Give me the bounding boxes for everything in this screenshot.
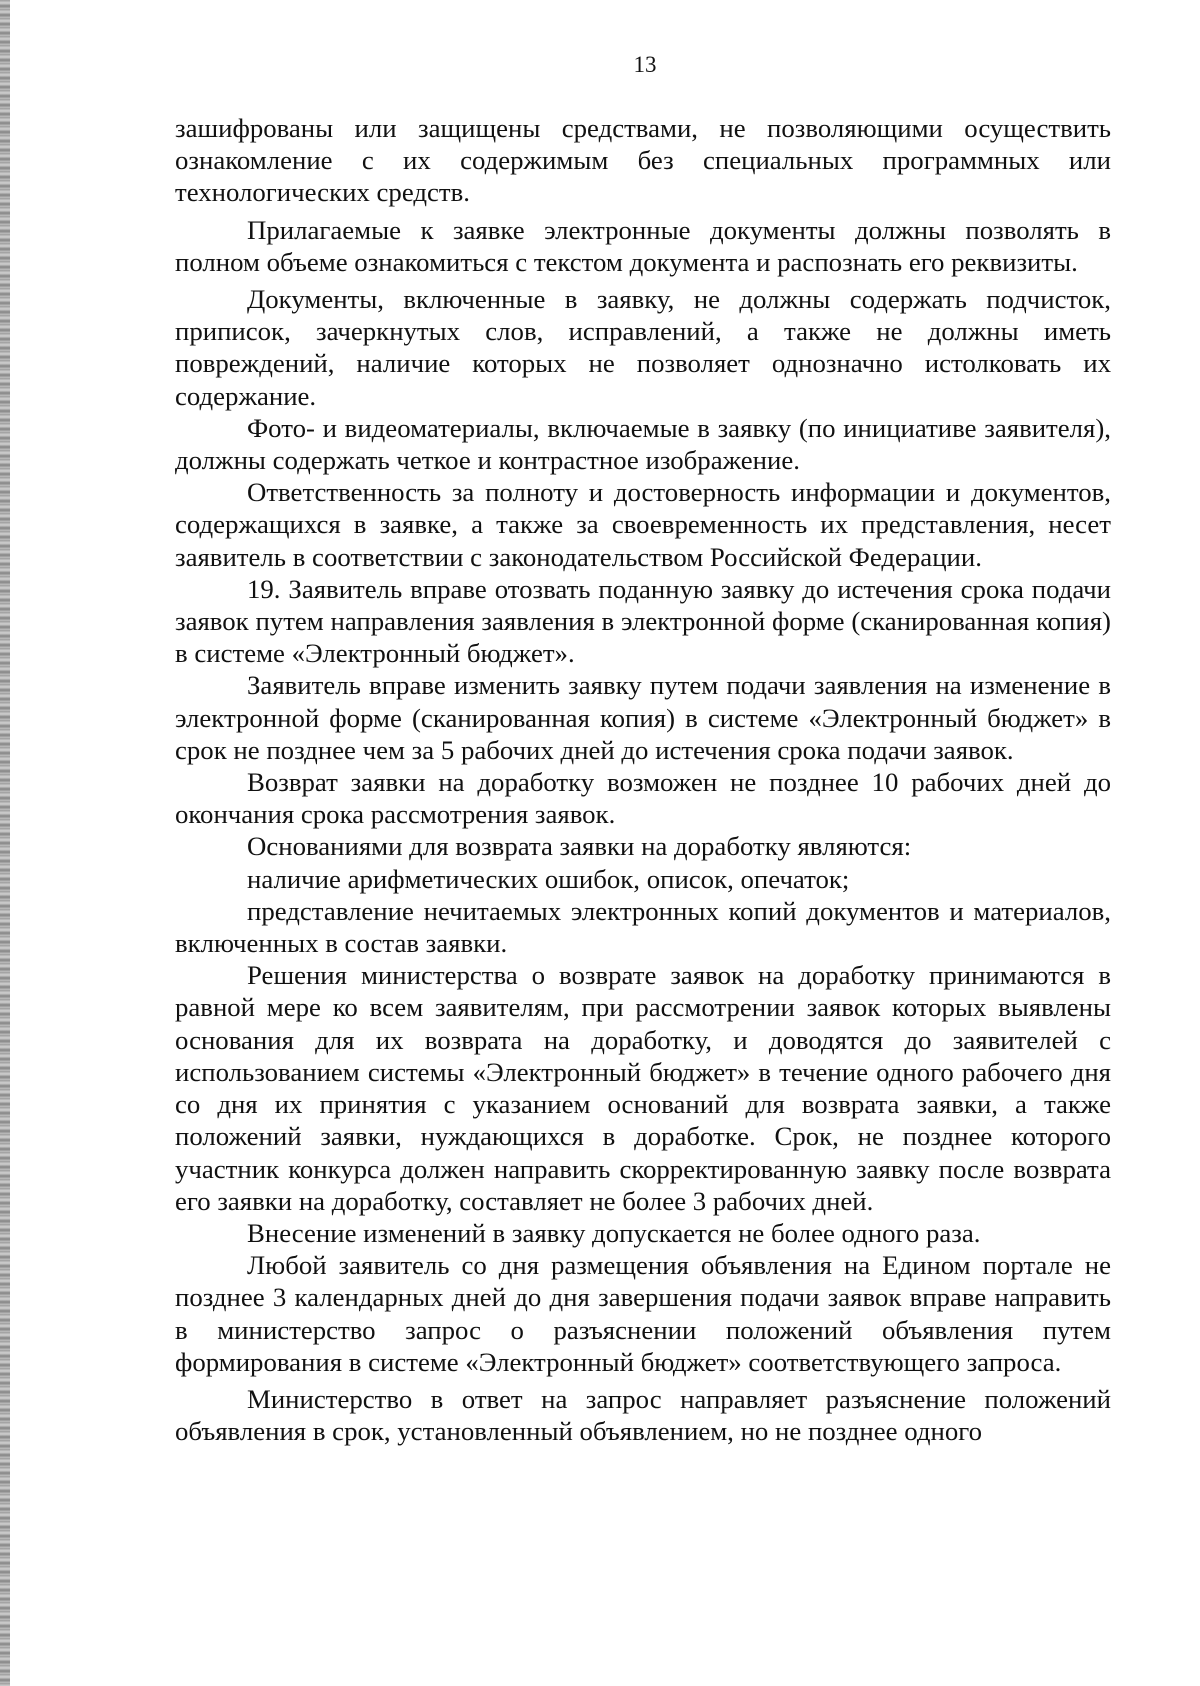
paragraph: Документы, включенные в заявку, не должны содержать подчисток, приписок, зачеркнутых слов, исправлений, а также не должны иметь повреждений, наличие которых не позволяет однозначно истолковать их содержание. xyxy=(175,284,1111,411)
paragraph: Основаниями для возврата заявки на доработку являются: xyxy=(247,831,912,862)
paragraph: Любой заявитель со дня размещения объявления на Едином портале не позднее 3 календарных дней до дня завершения подачи заявок вправе направить в министерство запрос о разъяснении положений объявления путем формирования в системе «Электронный бюджет» соответствующего запроса. xyxy=(175,1250,1111,1377)
paragraph: Ответственность за полноту и достоверность информации и документов, содержащихся в заявке, а также за своевременность их представления, несет заявитель в соответствии с законодательством Российской Федерации. xyxy=(175,477,1111,572)
paragraph: Фото- и видеоматериалы, включаемые в заявку (по инициативе заявителя), должны содержать четкое и контрастное изображение. xyxy=(175,412,1111,476)
paragraph: наличие арифметических ошибок, описок, опечаток; xyxy=(247,863,850,894)
paragraph: Министерство в ответ на запрос направляет разъяснение положений объявления в срок, установленный объявлением, но не позднее одного xyxy=(175,1383,1111,1447)
document-body xyxy=(175,112,1111,1447)
paragraph: зашифрованы или защищены средствами, не позволяющими осуществить ознакомление с их содержимым без специальных программных или технологических средств. xyxy=(175,113,1111,208)
paragraph: Решения министерства о возврате заявок на доработку принимаются в равной мере ко всем заявителям, при рассмотрении заявок которых выявлены основания для их возврата на доработку, и доводятся до заявителей с использованием системы «Электронный бюджет» в течение одного рабочего дня со дня их принятия с указанием оснований для возврата заявки, а также положений заявки, нуждающихся в доработке. Срок, не позднее которого участник конкурса должен направить скорректированную заявку после возврата его заявки на доработку, составляет не более 3 рабочих дней. xyxy=(175,960,1111,1216)
paragraph: Заявитель вправе изменить заявку путем подачи заявления на изменение в электронной форме (сканированная копия) в системе «Электронный бюджет» в срок не позднее чем за 5 рабочих дней до истечения срока подачи заявок. xyxy=(175,670,1111,765)
paragraph: Прилагаемые к заявке электронные документы должны позволять в полном объеме ознакомиться с текстом документа и распознать его реквизиты. xyxy=(175,214,1111,277)
scan-border xyxy=(0,0,10,1686)
page-number: 13 xyxy=(633,52,657,77)
paragraph: Внесение изменений в заявку допускается не более одного раза. xyxy=(247,1217,981,1248)
paragraph: представление нечитаемых электронных копий документов и материалов, включенных в состав заявки. xyxy=(175,895,1111,959)
paragraph: 19. Заявитель вправе отозвать поданную заявку до истечения срока подачи заявок путем направления заявления в электронной форме (сканированная копия) в системе «Электронный бюджет». xyxy=(175,573,1111,669)
paragraph: Возврат заявки на доработку возможен не позднее 10 рабочих дней до окончания срока рассмотрения заявок. xyxy=(175,767,1111,830)
